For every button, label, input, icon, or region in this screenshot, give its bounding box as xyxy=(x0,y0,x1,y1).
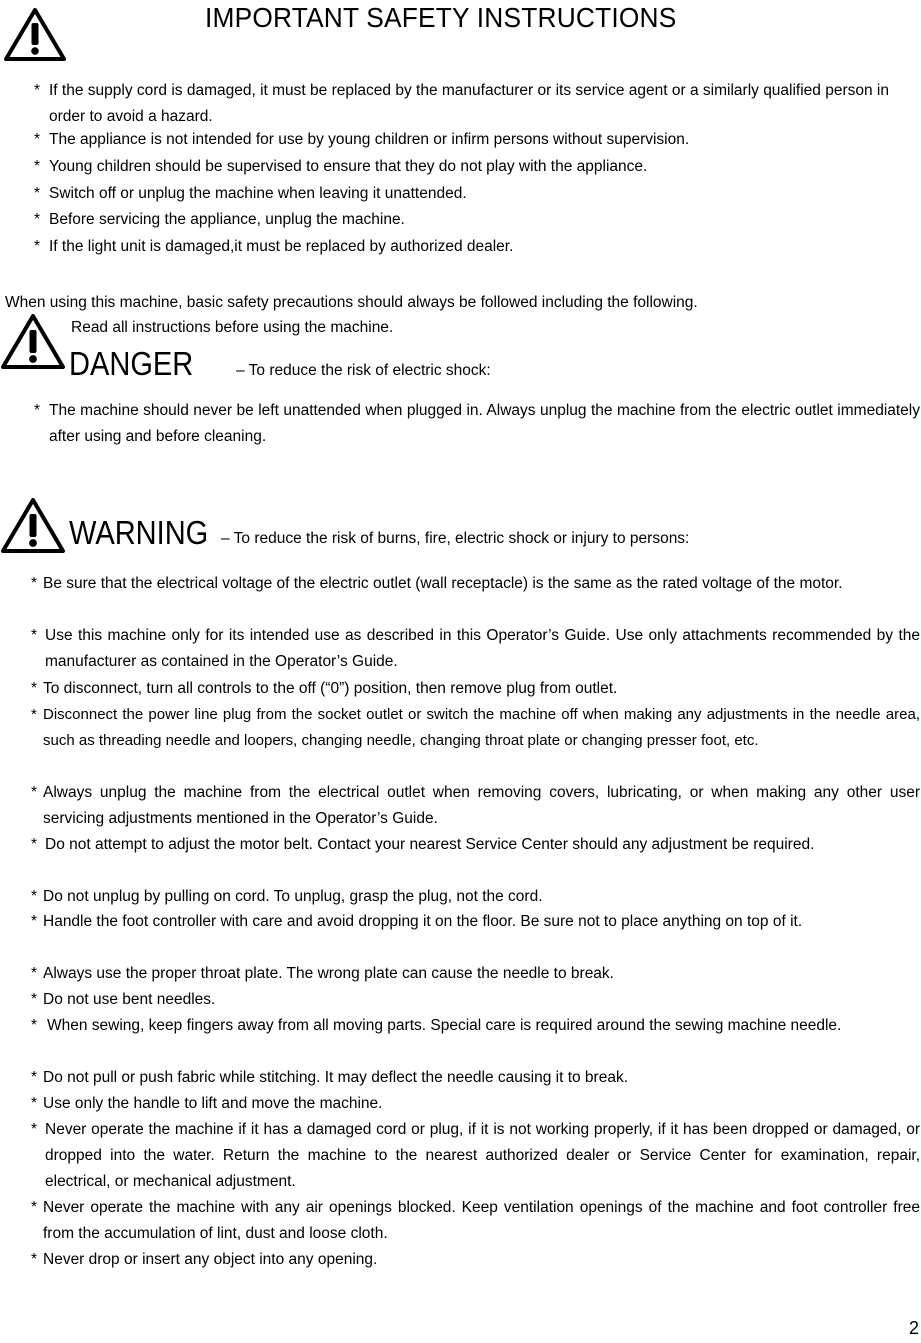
bullet-asterisk: * xyxy=(31,1017,38,1034)
bullet-asterisk: * xyxy=(31,680,38,697)
list-item: * If the light unit is damaged,it must be replaced by authorized dealer. xyxy=(34,234,909,260)
list-item: * Young children should be supervised to ensure that they do not play with the appliance. xyxy=(34,154,909,180)
bullet-asterisk: * xyxy=(34,238,41,255)
bullet-asterisk: * xyxy=(31,1121,38,1138)
list-item: * Always unplug the machine from the electrical outlet when removing covers, lubricating, or when making any other user servicing adjustments mentioned in the Operator’s Guide. xyxy=(31,780,920,832)
list-item: * Never operate the machine with any air openings blocked. Keep ventilation openings of the machine and foot controller free from the accumulation of lint, dust and loose cloth. xyxy=(31,1195,920,1247)
list-item: * Do not attempt to adjust the motor belt. Contact your nearest Service Center should any adjustment be required. xyxy=(31,832,920,858)
danger-subtitle: – To reduce the risk of electric shock: xyxy=(236,362,491,379)
bullet-asterisk: * xyxy=(31,706,37,723)
list-item: * Be sure that the electrical voltage of the electric outlet (wall receptacle) is the same as the rated voltage of the motor. xyxy=(31,571,920,597)
list-item: * To disconnect, turn all controls to the off (“0”) position, then remove plug from outlet. xyxy=(31,676,920,702)
bullet-asterisk: * xyxy=(31,575,38,592)
bullet-asterisk: * xyxy=(31,836,38,853)
bullet-asterisk: * xyxy=(31,1199,38,1216)
intro-text: When using this machine, basic safety precautions should always be followed including the following. xyxy=(5,294,698,311)
list-item: * Do not unplug by pulling on cord. To unplug, grasp the plug, not the cord. xyxy=(31,884,920,910)
bullet-asterisk: * xyxy=(31,1251,38,1268)
page-title: IMPORTANT SAFETY INSTRUCTIONS xyxy=(205,2,677,33)
list-item: * Switch off or unplug the machine when leaving it unattended. xyxy=(34,181,909,207)
danger-heading: DANGER xyxy=(69,345,194,382)
warning-triangle-icon xyxy=(0,312,66,370)
bullet-asterisk: * xyxy=(31,784,38,801)
list-item: * Use this machine only for its intended use as described in this Operator’s Guide. Use only attachments recommended by the manufacturer as contained in the Operator’s Guide. xyxy=(31,623,920,675)
bullet-asterisk: * xyxy=(31,888,38,905)
warning-triangle-icon xyxy=(0,496,66,554)
list-item: * Use only the handle to lift and move the machine. xyxy=(31,1091,920,1117)
read-all-text: Read all instructions before using the machine. xyxy=(71,319,394,336)
list-item: * Always use the proper throat plate. The wrong plate can cause the needle to break. xyxy=(31,961,920,987)
list-item: * If the supply cord is damaged, it must be replaced by the manufacturer or its service agent or a similarly qualified person in order to avoid a hazard. xyxy=(34,78,909,130)
bullet-asterisk: * xyxy=(31,627,38,644)
list-item: * The appliance is not intended for use by young children or infirm persons without supervision. xyxy=(34,127,909,153)
list-item: * Never drop or insert any object into any opening. xyxy=(31,1247,920,1273)
list-item: * Do not pull or push fabric while stitching. It may deflect the needle causing it to break. xyxy=(31,1065,920,1091)
list-item: * Do not use bent needles. xyxy=(31,987,920,1013)
list-item: * When sewing, keep fingers away from all moving parts. Special care is required around the sewing machine needle. xyxy=(31,1013,920,1039)
list-item: * Before servicing the appliance, unplug the machine. xyxy=(34,207,909,233)
bullet-asterisk: * xyxy=(34,185,41,202)
bullet-asterisk: * xyxy=(34,402,41,419)
warning-subtitle: – To reduce the risk of burns, fire, electric shock or injury to persons: xyxy=(221,530,690,547)
warning-triangle-icon xyxy=(3,6,67,62)
warning-heading: WARNING xyxy=(69,514,209,551)
bullet-asterisk: * xyxy=(34,211,41,228)
bullet-asterisk: * xyxy=(31,1069,38,1086)
page-number: 2 xyxy=(908,1318,919,1338)
list-item: * The machine should never be left unattended when plugged in. Always unplug the machine from the electric outlet immediately after using and before cleaning. xyxy=(34,398,920,450)
bullet-asterisk: * xyxy=(34,131,41,148)
list-item: * Disconnect the power line plug from the socket outlet or switch the machine off when making any adjustments in the needle area, such as threading needle and loopers, changing needle, changing throat plate or changing presser foot, etc. xyxy=(31,702,920,754)
bullet-asterisk: * xyxy=(31,913,38,930)
list-item: * Handle the foot controller with care and avoid dropping it on the floor. Be sure not to place anything on top of it. xyxy=(31,909,920,935)
bullet-asterisk: * xyxy=(31,965,38,982)
bullet-asterisk: * xyxy=(31,1095,38,1112)
list-item: * Never operate the machine if it has a damaged cord or plug, if it is not working properly, if it has been dropped or damaged, or dropped into the water. Return the machine to the nearest authorized dealer or Service Center for examination, repair, electrical, or mechanical adjustment. xyxy=(31,1117,920,1195)
bullet-asterisk: * xyxy=(34,158,41,175)
bullet-asterisk: * xyxy=(31,991,38,1008)
bullet-asterisk: * xyxy=(34,82,41,99)
